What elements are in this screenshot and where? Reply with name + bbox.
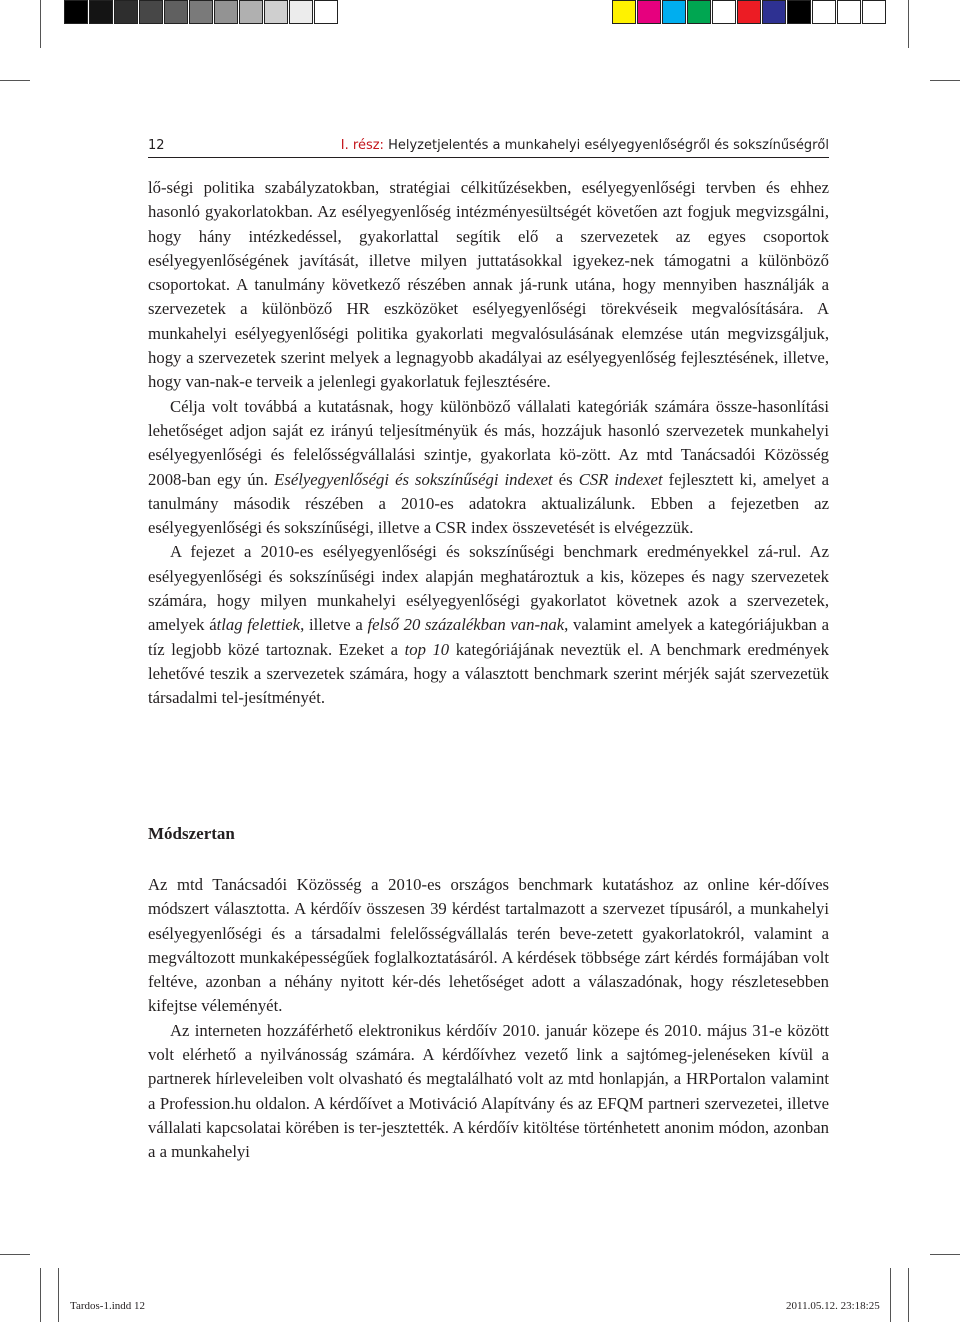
chapter-title: Helyzetjelentés a munkahelyi esélyegyenlőségről és sokszínűségről <box>388 138 829 153</box>
text-run: kategóriájának neveztük el. A benchmark eredmények lehetővé teszik a szervezetek számára, hogy a választott benchmark szerint mérjék saját szervezetük társadalmi tel-jesítményét. <box>148 639 829 708</box>
swatch <box>612 0 636 24</box>
crop-mark <box>930 80 960 81</box>
text-run: Az interneten hozzáférhető elektronikus kérdőív 2010. január közepe és 2010. május 31-e között volt elérhető a nyilvánosság számára. A kérdőívhez vezető link a sajtómeg-jelenéseken kívül a partnerek hírleveleiben volt olvasható és megtalálható volt az mtd honlapján, a HRPortalon valamint a Profession.hu oldalon. A kérdőívet a Motiváció Alapítvány és az EFQM partneri szervezetei, illetve vállalati kapcsolatai körében is ter-jesztették. A kérdőív kitöltése történhetett anonim módon, azonban a a munkahelyi <box>148 1020 829 1162</box>
paragraph <box>148 1019 829 1165</box>
text-run: , illetve a <box>300 615 368 635</box>
crop-mark <box>930 1254 960 1255</box>
crop-mark <box>40 0 41 48</box>
crop-mark <box>58 1268 59 1322</box>
swatch <box>787 0 811 24</box>
swatch <box>712 0 736 24</box>
section-heading: Módszertan <box>148 824 235 843</box>
color-calibration-bar <box>612 0 887 26</box>
grayscale-calibration-bar <box>64 0 339 26</box>
italic-term: top 10 <box>404 639 450 659</box>
swatch <box>139 0 163 24</box>
swatch <box>662 0 686 24</box>
text-run: A fejezet a 2010-es esélyegyenlőségi és sokszínűségi benchmark eredményekkel zá-rul. Az esélyegyenlőségi és sokszínűségi index alapján meghatároztuk a kis, közepes és nagy szervezetek számára, hogy milyen munkahelyi esélyegyenlőségi gyakorlatot követnek azok a szervezetek, amelyek á <box>148 542 829 635</box>
text-run: fejlesztett ki, amelyet a tanulmány második részében a 2010-es adatokra aktualizálunk. Ebben a fejezetben az esélyegyenlőségi és sokszínűségi, illetve a CSR index összevetését is elvégezzük. <box>148 469 830 538</box>
swatch <box>637 0 661 24</box>
swatch <box>862 0 886 24</box>
text-run: , valamint amelyek a kategóriájukban a tíz legjobb közé tartoznak. Ezeket a <box>148 615 829 659</box>
swatch <box>264 0 288 24</box>
crop-mark <box>908 0 909 48</box>
crop-mark <box>0 80 30 81</box>
text-run: és <box>552 469 579 489</box>
crop-mark <box>908 1268 909 1322</box>
running-title <box>341 138 829 153</box>
swatch <box>64 0 88 24</box>
swatch <box>837 0 861 24</box>
swatch <box>314 0 338 24</box>
swatch <box>687 0 711 24</box>
crop-mark <box>890 1268 891 1322</box>
running-header <box>148 136 829 158</box>
swatch <box>89 0 113 24</box>
text-run: Célja volt továbbá a kutatásnak, hogy különböző vállalati kategóriák számára össze-hasonlítási lehetőséget adjon saját ez irányú teljesítményük és más, hozzájuk hasonló szervezetek munkahelyi esélyegyenlőségi és felelősségvállalási szintje, gyakorlata kö-zött. Az mtd Tanácsadói Közösség 2008-ban egy ún. <box>148 396 829 489</box>
paragraph <box>148 176 829 395</box>
italic-term: CSR indexet <box>578 469 663 489</box>
text-run: Az mtd Tanácsadói Közösség a 2010-es országos benchmark kutatáshoz az online kér-dőíves módszert választotta. A kérdőív összesen 39 kérdést tartalmazott a szervezet típusáról, a munkahelyi esélyegyenlőségi és a társadalmi felelősségvállalás terén beve-zetett gyakorlatokról, valamint a megváltozott munkaképességűek foglalkoztatásáról. A kérdések többsége zárt kérdés formájában volt feltéve, azonban a néhány nyitott kér-dés lehetőséget adott a válaszadónak, hogy részletesebben kifejtse véleményét. <box>148 875 829 1016</box>
paragraph <box>148 873 829 1019</box>
swatch <box>189 0 213 24</box>
swatch <box>812 0 836 24</box>
italic-term: tlag felettiek <box>216 615 301 635</box>
swatch <box>114 0 138 24</box>
crop-mark <box>40 1268 41 1322</box>
italic-term: Esélyegyenlőségi és sokszínűségi indexet <box>274 469 553 489</box>
method-text <box>148 873 829 1165</box>
body-text <box>148 176 829 711</box>
slug-timestamp: 2011.05.12. 23:18:25 <box>786 1300 880 1312</box>
paragraph <box>148 395 829 541</box>
slug-file: Tardos-1.indd 12 <box>70 1300 145 1312</box>
header-rule <box>148 157 829 158</box>
part-label: I. rész: <box>340 138 384 153</box>
crop-mark <box>0 1254 30 1255</box>
page-number: 12 <box>148 138 165 153</box>
swatch <box>737 0 761 24</box>
swatch <box>164 0 188 24</box>
swatch <box>239 0 263 24</box>
swatch <box>289 0 313 24</box>
swatch <box>214 0 238 24</box>
italic-term: felső 20 százalékban van-nak <box>367 615 565 635</box>
text-run: ségi politika szabályzatokban, stratégiai célkitűzésekben, esélyegyenlőségi tervben és ehhez hasonló gyakorlatokban. Az esélyegyenlőség intézményesültségét követően azt fogjuk megvizsgálni, hogy hány intézkedéssel, gyakorlattal segítik elő a szervezetek az egyes csoportok esélyegyenlőségének javítását, illetve milyen juttatásokkal igyekez-nek támogatni a különböző csoportokat. A tanulmány következő részében annak já-runk utána, hogy mennyiben használják a szervezetek a különböző HR eszközöket esélyegyenlőségi törekvéseik megvalósítására. A munkahelyi esélyegyenlőségi politika gyakorlati megvalósulásának elemzése után megvizsgáljuk, hogy a szervezetek szerint melyek a legnagyobb akadályai az esélyegyenlőség fejlesztésének, illetve, hogy van-nak-e terveik a jelenlegi gyakorlatuk fejlesztésére. <box>148 178 829 392</box>
text-run: lő- <box>148 178 167 197</box>
paragraph <box>148 540 829 710</box>
swatch <box>762 0 786 24</box>
